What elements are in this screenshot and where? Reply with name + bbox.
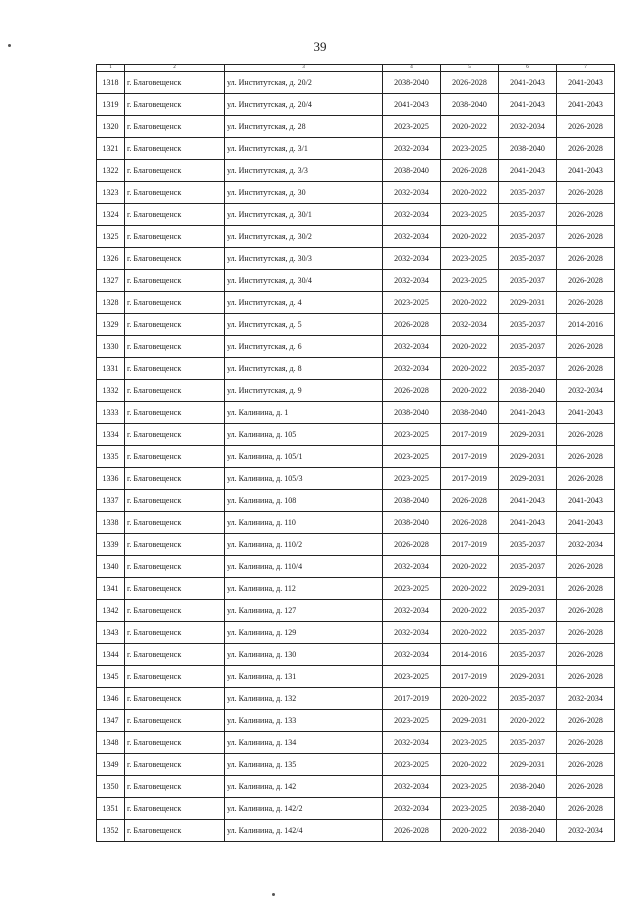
address-cell: ул. Институтская, д. 4 bbox=[225, 292, 383, 314]
period-cell-col6: 2029-2031 bbox=[499, 578, 557, 600]
period-cell-col4: 2032-2034 bbox=[383, 600, 441, 622]
city-cell: г. Благовещенск bbox=[125, 160, 225, 182]
period-cell-col7: 2041-2043 bbox=[557, 72, 615, 94]
column-number: 6 bbox=[499, 65, 557, 72]
table-row bbox=[97, 138, 615, 160]
period-cell-col5: 2023-2025 bbox=[441, 270, 499, 292]
row-number-cell: 1328 bbox=[97, 292, 125, 314]
period-cell-col6: 2035-2037 bbox=[499, 622, 557, 644]
table-row bbox=[97, 600, 615, 622]
address-cell: ул. Калинина, д. 110 bbox=[225, 512, 383, 534]
table-row bbox=[97, 666, 615, 688]
period-cell-col5: 2014-2016 bbox=[441, 644, 499, 666]
period-cell-col5: 2020-2022 bbox=[441, 578, 499, 600]
row-number-cell: 1332 bbox=[97, 380, 125, 402]
period-cell-col6: 2035-2037 bbox=[499, 534, 557, 556]
scan-speck bbox=[8, 44, 11, 47]
period-cell-col5: 2020-2022 bbox=[441, 820, 499, 842]
period-cell-col7: 2026-2028 bbox=[557, 226, 615, 248]
period-cell-col7: 2026-2028 bbox=[557, 578, 615, 600]
table-row bbox=[97, 622, 615, 644]
table-row bbox=[97, 226, 615, 248]
city-cell: г. Благовещенск bbox=[125, 182, 225, 204]
period-cell-col7: 2026-2028 bbox=[557, 776, 615, 798]
address-cell: ул. Калинина, д. 110/4 bbox=[225, 556, 383, 578]
table-row bbox=[97, 644, 615, 666]
column-number-row bbox=[97, 65, 615, 72]
period-cell-col7: 2041-2043 bbox=[557, 512, 615, 534]
period-cell-col4: 2038-2040 bbox=[383, 160, 441, 182]
row-number-cell: 1324 bbox=[97, 204, 125, 226]
city-cell: г. Благовещенск bbox=[125, 776, 225, 798]
period-cell-col4: 2026-2028 bbox=[383, 534, 441, 556]
period-cell-col4: 2023-2025 bbox=[383, 578, 441, 600]
period-cell-col6: 2035-2037 bbox=[499, 644, 557, 666]
address-cell: ул. Институтская, д. 30/3 bbox=[225, 248, 383, 270]
table-row bbox=[97, 248, 615, 270]
column-number: 1 bbox=[97, 65, 125, 72]
period-cell-col4: 2032-2034 bbox=[383, 622, 441, 644]
period-cell-col6: 2038-2040 bbox=[499, 798, 557, 820]
period-cell-col7: 2026-2028 bbox=[557, 182, 615, 204]
address-cell: ул. Калинина, д. 134 bbox=[225, 732, 383, 754]
table-row bbox=[97, 446, 615, 468]
city-cell: г. Благовещенск bbox=[125, 468, 225, 490]
table-row bbox=[97, 820, 615, 842]
address-cell: ул. Калинина, д. 127 bbox=[225, 600, 383, 622]
period-cell-col7: 2026-2028 bbox=[557, 798, 615, 820]
period-cell-col7: 2026-2028 bbox=[557, 622, 615, 644]
row-number-cell: 1340 bbox=[97, 556, 125, 578]
table-row bbox=[97, 270, 615, 292]
period-cell-col5: 2023-2025 bbox=[441, 204, 499, 226]
period-cell-col4: 2032-2034 bbox=[383, 204, 441, 226]
row-number-cell: 1343 bbox=[97, 622, 125, 644]
table-row bbox=[97, 424, 615, 446]
period-cell-col7: 2026-2028 bbox=[557, 424, 615, 446]
table-row bbox=[97, 578, 615, 600]
period-cell-col7: 2026-2028 bbox=[557, 270, 615, 292]
period-cell-col5: 2026-2028 bbox=[441, 490, 499, 512]
table-row bbox=[97, 72, 615, 94]
period-cell-col4: 2032-2034 bbox=[383, 798, 441, 820]
city-cell: г. Благовещенск bbox=[125, 556, 225, 578]
address-cell: ул. Калинина, д. 142/2 bbox=[225, 798, 383, 820]
period-cell-col5: 2020-2022 bbox=[441, 688, 499, 710]
period-cell-col7: 2032-2034 bbox=[557, 820, 615, 842]
column-number: 7 bbox=[557, 65, 615, 72]
period-cell-col4: 2032-2034 bbox=[383, 776, 441, 798]
address-cell: ул. Институтская, д. 30/1 bbox=[225, 204, 383, 226]
city-cell: г. Благовещенск bbox=[125, 226, 225, 248]
period-cell-col6: 2035-2037 bbox=[499, 226, 557, 248]
city-cell: г. Благовещенск bbox=[125, 820, 225, 842]
city-cell: г. Благовещенск bbox=[125, 94, 225, 116]
period-cell-col6: 2029-2031 bbox=[499, 424, 557, 446]
period-cell-col5: 2020-2022 bbox=[441, 182, 499, 204]
period-cell-col5: 2017-2019 bbox=[441, 666, 499, 688]
city-cell: г. Благовещенск bbox=[125, 138, 225, 160]
period-cell-col5: 2020-2022 bbox=[441, 226, 499, 248]
period-cell-col4: 2026-2028 bbox=[383, 820, 441, 842]
period-cell-col7: 2014-2016 bbox=[557, 314, 615, 336]
row-number-cell: 1351 bbox=[97, 798, 125, 820]
period-cell-col4: 2032-2034 bbox=[383, 556, 441, 578]
period-cell-col5: 2023-2025 bbox=[441, 732, 499, 754]
period-cell-col4: 2023-2025 bbox=[383, 424, 441, 446]
period-cell-col5: 2020-2022 bbox=[441, 292, 499, 314]
period-cell-col5: 2017-2019 bbox=[441, 446, 499, 468]
table-row bbox=[97, 380, 615, 402]
period-cell-col7: 2026-2028 bbox=[557, 292, 615, 314]
address-cell: ул. Калинина, д. 129 bbox=[225, 622, 383, 644]
period-cell-col5: 2020-2022 bbox=[441, 116, 499, 138]
city-cell: г. Благовещенск bbox=[125, 688, 225, 710]
address-cell: ул. Калинина, д. 108 bbox=[225, 490, 383, 512]
address-cell: ул. Калинина, д. 105/1 bbox=[225, 446, 383, 468]
table-row bbox=[97, 688, 615, 710]
city-cell: г. Благовещенск bbox=[125, 754, 225, 776]
period-cell-col4: 2032-2034 bbox=[383, 248, 441, 270]
period-cell-col4: 2038-2040 bbox=[383, 512, 441, 534]
city-cell: г. Благовещенск bbox=[125, 644, 225, 666]
row-number-cell: 1331 bbox=[97, 358, 125, 380]
period-cell-col6: 2041-2043 bbox=[499, 72, 557, 94]
period-cell-col5: 2017-2019 bbox=[441, 534, 499, 556]
period-cell-col5: 2038-2040 bbox=[441, 402, 499, 424]
period-cell-col7: 2026-2028 bbox=[557, 446, 615, 468]
period-cell-col6: 2035-2037 bbox=[499, 336, 557, 358]
period-cell-col4: 2023-2025 bbox=[383, 292, 441, 314]
period-cell-col6: 2035-2037 bbox=[499, 732, 557, 754]
city-cell: г. Благовещенск bbox=[125, 336, 225, 358]
row-number-cell: 1335 bbox=[97, 446, 125, 468]
address-cell: ул. Калинина, д. 132 bbox=[225, 688, 383, 710]
address-cell: ул. Институтская, д. 30 bbox=[225, 182, 383, 204]
period-cell-col4: 2038-2040 bbox=[383, 490, 441, 512]
address-cell: ул. Институтская, д. 6 bbox=[225, 336, 383, 358]
city-cell: г. Благовещенск bbox=[125, 732, 225, 754]
row-number-cell: 1336 bbox=[97, 468, 125, 490]
table-row bbox=[97, 204, 615, 226]
period-cell-col7: 2026-2028 bbox=[557, 358, 615, 380]
period-cell-col4: 2038-2040 bbox=[383, 72, 441, 94]
row-number-cell: 1329 bbox=[97, 314, 125, 336]
row-number-cell: 1342 bbox=[97, 600, 125, 622]
period-cell-col7: 2026-2028 bbox=[557, 556, 615, 578]
table-row bbox=[97, 94, 615, 116]
table-row bbox=[97, 358, 615, 380]
table-body bbox=[97, 72, 615, 842]
row-number-cell: 1346 bbox=[97, 688, 125, 710]
row-number-cell: 1333 bbox=[97, 402, 125, 424]
address-cell: ул. Калинина, д. 133 bbox=[225, 710, 383, 732]
period-cell-col6: 2041-2043 bbox=[499, 490, 557, 512]
period-cell-col7: 2041-2043 bbox=[557, 402, 615, 424]
address-cell: ул. Калинина, д. 142 bbox=[225, 776, 383, 798]
period-cell-col5: 2023-2025 bbox=[441, 776, 499, 798]
period-cell-col6: 2029-2031 bbox=[499, 468, 557, 490]
table-row bbox=[97, 336, 615, 358]
scan-speck bbox=[272, 893, 275, 896]
period-cell-col6: 2029-2031 bbox=[499, 446, 557, 468]
row-number-cell: 1321 bbox=[97, 138, 125, 160]
table-row bbox=[97, 512, 615, 534]
table-row bbox=[97, 402, 615, 424]
period-cell-col4: 2023-2025 bbox=[383, 754, 441, 776]
table-row bbox=[97, 710, 615, 732]
period-cell-col4: 2026-2028 bbox=[383, 380, 441, 402]
city-cell: г. Благовещенск bbox=[125, 534, 225, 556]
address-cell: ул. Институтская, д. 3/1 bbox=[225, 138, 383, 160]
period-cell-col6: 2035-2037 bbox=[499, 314, 557, 336]
housing-schedule-table bbox=[96, 64, 615, 842]
period-cell-col5: 2020-2022 bbox=[441, 336, 499, 358]
city-cell: г. Благовещенск bbox=[125, 424, 225, 446]
period-cell-col6: 2041-2043 bbox=[499, 402, 557, 424]
address-cell: ул. Институтская, д. 5 bbox=[225, 314, 383, 336]
period-cell-col5: 2026-2028 bbox=[441, 72, 499, 94]
period-cell-col5: 2023-2025 bbox=[441, 248, 499, 270]
period-cell-col4: 2032-2034 bbox=[383, 182, 441, 204]
period-cell-col7: 2041-2043 bbox=[557, 160, 615, 182]
city-cell: г. Благовещенск bbox=[125, 380, 225, 402]
column-number: 3 bbox=[225, 65, 383, 72]
row-number-cell: 1337 bbox=[97, 490, 125, 512]
period-cell-col4: 2017-2019 bbox=[383, 688, 441, 710]
period-cell-col7: 2041-2043 bbox=[557, 94, 615, 116]
period-cell-col6: 2038-2040 bbox=[499, 820, 557, 842]
period-cell-col4: 2032-2034 bbox=[383, 732, 441, 754]
period-cell-col7: 2026-2028 bbox=[557, 138, 615, 160]
table-row bbox=[97, 490, 615, 512]
address-cell: ул. Калинина, д. 105/3 bbox=[225, 468, 383, 490]
column-number: 4 bbox=[383, 65, 441, 72]
period-cell-col7: 2026-2028 bbox=[557, 600, 615, 622]
row-number-cell: 1339 bbox=[97, 534, 125, 556]
row-number-cell: 1322 bbox=[97, 160, 125, 182]
row-number-cell: 1348 bbox=[97, 732, 125, 754]
city-cell: г. Благовещенск bbox=[125, 798, 225, 820]
period-cell-col7: 2032-2034 bbox=[557, 380, 615, 402]
period-cell-col4: 2023-2025 bbox=[383, 446, 441, 468]
period-cell-col5: 2020-2022 bbox=[441, 556, 499, 578]
address-cell: ул. Калинина, д. 131 bbox=[225, 666, 383, 688]
table-row bbox=[97, 468, 615, 490]
column-number: 5 bbox=[441, 65, 499, 72]
city-cell: г. Благовещенск bbox=[125, 292, 225, 314]
period-cell-col5: 2026-2028 bbox=[441, 160, 499, 182]
period-cell-col6: 2038-2040 bbox=[499, 380, 557, 402]
period-cell-col6: 2020-2022 bbox=[499, 710, 557, 732]
period-cell-col4: 2041-2043 bbox=[383, 94, 441, 116]
period-cell-col7: 2041-2043 bbox=[557, 490, 615, 512]
row-number-cell: 1320 bbox=[97, 116, 125, 138]
page-number: 39 bbox=[313, 39, 327, 54]
period-cell-col6: 2041-2043 bbox=[499, 94, 557, 116]
period-cell-col4: 2032-2034 bbox=[383, 644, 441, 666]
table-row bbox=[97, 160, 615, 182]
period-cell-col5: 2029-2031 bbox=[441, 710, 499, 732]
table-row bbox=[97, 732, 615, 754]
period-cell-col5: 2020-2022 bbox=[441, 754, 499, 776]
address-cell: ул. Институтская, д. 20/2 bbox=[225, 72, 383, 94]
row-number-cell: 1344 bbox=[97, 644, 125, 666]
period-cell-col5: 2020-2022 bbox=[441, 622, 499, 644]
city-cell: г. Благовещенск bbox=[125, 578, 225, 600]
period-cell-col6: 2035-2037 bbox=[499, 248, 557, 270]
row-number-cell: 1319 bbox=[97, 94, 125, 116]
row-number-cell: 1330 bbox=[97, 336, 125, 358]
row-number-cell: 1327 bbox=[97, 270, 125, 292]
row-number-cell: 1318 bbox=[97, 72, 125, 94]
period-cell-col6: 2035-2037 bbox=[499, 182, 557, 204]
row-number-cell: 1325 bbox=[97, 226, 125, 248]
period-cell-col6: 2035-2037 bbox=[499, 204, 557, 226]
address-cell: ул. Институтская, д. 8 bbox=[225, 358, 383, 380]
period-cell-col6: 2041-2043 bbox=[499, 512, 557, 534]
city-cell: г. Благовещенск bbox=[125, 446, 225, 468]
address-cell: ул. Калинина, д. 110/2 bbox=[225, 534, 383, 556]
column-number: 2 bbox=[125, 65, 225, 72]
city-cell: г. Благовещенск bbox=[125, 270, 225, 292]
address-cell: ул. Калинина, д. 1 bbox=[225, 402, 383, 424]
period-cell-col6: 2041-2043 bbox=[499, 160, 557, 182]
table-row bbox=[97, 182, 615, 204]
period-cell-col5: 2017-2019 bbox=[441, 424, 499, 446]
address-cell: ул. Институтская, д. 3/3 bbox=[225, 160, 383, 182]
row-number-cell: 1347 bbox=[97, 710, 125, 732]
city-cell: г. Благовещенск bbox=[125, 358, 225, 380]
period-cell-col6: 2035-2037 bbox=[499, 600, 557, 622]
row-number-cell: 1350 bbox=[97, 776, 125, 798]
table-row bbox=[97, 556, 615, 578]
period-cell-col4: 2032-2034 bbox=[383, 270, 441, 292]
period-cell-col5: 2020-2022 bbox=[441, 600, 499, 622]
period-cell-col7: 2032-2034 bbox=[557, 688, 615, 710]
table-row bbox=[97, 776, 615, 798]
period-cell-col7: 2026-2028 bbox=[557, 732, 615, 754]
address-cell: ул. Калинина, д. 105 bbox=[225, 424, 383, 446]
address-cell: ул. Институтская, д. 30/2 bbox=[225, 226, 383, 248]
period-cell-col4: 2032-2034 bbox=[383, 138, 441, 160]
address-cell: ул. Калинина, д. 112 bbox=[225, 578, 383, 600]
row-number-cell: 1323 bbox=[97, 182, 125, 204]
period-cell-col7: 2026-2028 bbox=[557, 116, 615, 138]
table-row bbox=[97, 292, 615, 314]
period-cell-col6: 2035-2037 bbox=[499, 270, 557, 292]
city-cell: г. Благовещенск bbox=[125, 622, 225, 644]
address-cell: ул. Институтская, д. 28 bbox=[225, 116, 383, 138]
city-cell: г. Благовещенск bbox=[125, 600, 225, 622]
period-cell-col6: 2029-2031 bbox=[499, 292, 557, 314]
row-number-cell: 1341 bbox=[97, 578, 125, 600]
period-cell-col6: 2032-2034 bbox=[499, 116, 557, 138]
period-cell-col7: 2026-2028 bbox=[557, 710, 615, 732]
period-cell-col6: 2035-2037 bbox=[499, 688, 557, 710]
period-cell-col6: 2029-2031 bbox=[499, 666, 557, 688]
period-cell-col6: 2038-2040 bbox=[499, 138, 557, 160]
period-cell-col7: 2032-2034 bbox=[557, 534, 615, 556]
period-cell-col7: 2026-2028 bbox=[557, 754, 615, 776]
row-number-cell: 1345 bbox=[97, 666, 125, 688]
address-cell: ул. Калинина, д. 142/4 bbox=[225, 820, 383, 842]
address-cell: ул. Институтская, д. 20/4 bbox=[225, 94, 383, 116]
period-cell-col5: 2017-2019 bbox=[441, 468, 499, 490]
row-number-cell: 1338 bbox=[97, 512, 125, 534]
period-cell-col6: 2038-2040 bbox=[499, 776, 557, 798]
table-row bbox=[97, 314, 615, 336]
period-cell-col7: 2026-2028 bbox=[557, 204, 615, 226]
address-cell: ул. Институтская, д. 30/4 bbox=[225, 270, 383, 292]
period-cell-col5: 2032-2034 bbox=[441, 314, 499, 336]
period-cell-col7: 2026-2028 bbox=[557, 248, 615, 270]
period-cell-col5: 2023-2025 bbox=[441, 138, 499, 160]
table-row bbox=[97, 754, 615, 776]
city-cell: г. Благовещенск bbox=[125, 490, 225, 512]
period-cell-col4: 2032-2034 bbox=[383, 358, 441, 380]
period-cell-col4: 2023-2025 bbox=[383, 468, 441, 490]
period-cell-col6: 2035-2037 bbox=[499, 358, 557, 380]
period-cell-col5: 2038-2040 bbox=[441, 94, 499, 116]
city-cell: г. Благовещенск bbox=[125, 204, 225, 226]
period-cell-col7: 2026-2028 bbox=[557, 336, 615, 358]
period-cell-col4: 2026-2028 bbox=[383, 314, 441, 336]
period-cell-col5: 2026-2028 bbox=[441, 512, 499, 534]
period-cell-col5: 2020-2022 bbox=[441, 380, 499, 402]
period-cell-col5: 2023-2025 bbox=[441, 798, 499, 820]
period-cell-col4: 2038-2040 bbox=[383, 402, 441, 424]
address-cell: ул. Калинина, д. 135 bbox=[225, 754, 383, 776]
city-cell: г. Благовещенск bbox=[125, 666, 225, 688]
address-cell: ул. Институтская, д. 9 bbox=[225, 380, 383, 402]
table-row bbox=[97, 798, 615, 820]
period-cell-col4: 2032-2034 bbox=[383, 226, 441, 248]
period-cell-col7: 2026-2028 bbox=[557, 666, 615, 688]
address-cell: ул. Калинина, д. 130 bbox=[225, 644, 383, 666]
period-cell-col5: 2020-2022 bbox=[441, 358, 499, 380]
period-cell-col7: 2026-2028 bbox=[557, 644, 615, 666]
city-cell: г. Благовещенск bbox=[125, 72, 225, 94]
table-row bbox=[97, 116, 615, 138]
city-cell: г. Благовещенск bbox=[125, 402, 225, 424]
table-row bbox=[97, 534, 615, 556]
period-cell-col4: 2023-2025 bbox=[383, 116, 441, 138]
period-cell-col4: 2023-2025 bbox=[383, 666, 441, 688]
city-cell: г. Благовещенск bbox=[125, 116, 225, 138]
period-cell-col6: 2035-2037 bbox=[499, 556, 557, 578]
city-cell: г. Благовещенск bbox=[125, 248, 225, 270]
period-cell-col6: 2029-2031 bbox=[499, 754, 557, 776]
period-cell-col4: 2023-2025 bbox=[383, 710, 441, 732]
row-number-cell: 1334 bbox=[97, 424, 125, 446]
period-cell-col7: 2026-2028 bbox=[557, 468, 615, 490]
period-cell-col4: 2032-2034 bbox=[383, 336, 441, 358]
row-number-cell: 1349 bbox=[97, 754, 125, 776]
city-cell: г. Благовещенск bbox=[125, 512, 225, 534]
row-number-cell: 1326 bbox=[97, 248, 125, 270]
city-cell: г. Благовещенск bbox=[125, 314, 225, 336]
city-cell: г. Благовещенск bbox=[125, 710, 225, 732]
row-number-cell: 1352 bbox=[97, 820, 125, 842]
